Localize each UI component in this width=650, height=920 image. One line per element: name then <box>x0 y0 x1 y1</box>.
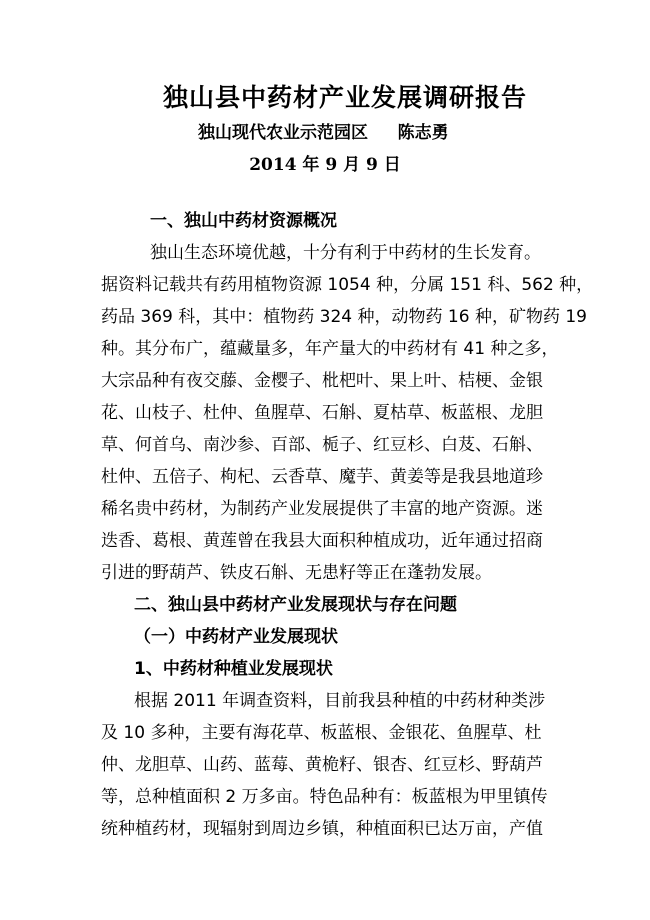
paragraph-line: 稀名贵中药材，为制药产业发展提供了丰富的地产资源。迷 <box>101 499 543 519</box>
paragraph-line: 大宗品种有夜交藤、金樱子、枇杷叶、果上叶、桔梗、金银 <box>101 371 543 391</box>
paragraph-line: 及 10 多种，主要有海花草、板蓝根、金银花、鱼腥草、杜 <box>101 723 542 743</box>
subsubsection-heading: 1、中药材种植业发展现状 <box>134 659 333 679</box>
subsection-heading: （一）中药材产业发展现状 <box>134 627 338 647</box>
paragraph-line: 杜仲、五倍子、枸杞、云香草、魔芋、黄姜等是我县地道珍 <box>101 467 543 487</box>
paragraph-line: 引进的野葫芦、铁皮石斛、无患籽等正在蓬勃发展。 <box>101 563 492 583</box>
paragraph-line: 草、何首乌、南沙参、百部、栀子、红豆杉、白芨、石斛、 <box>101 435 543 455</box>
author-line: 独山现代农业示范园区 陈志勇 <box>198 123 449 143</box>
document-title: 独山县中药材产业发展调研报告 <box>162 83 527 112</box>
section-heading: 一、独山中药材资源概况 <box>150 211 337 231</box>
document-date: 2014 年 9 月 9 日 <box>249 155 401 175</box>
paragraph-line: 仲、龙胆草、山药、蓝莓、黄桅籽、银杏、红豆杉、野葫芦 <box>101 755 543 775</box>
paragraph-line: 迭香、葛根、黄莲曾在我县大面积种植成功，近年通过招商 <box>101 531 543 551</box>
paragraph-line: 等，总种植面积 2 万多亩。特色品种有：板蓝根为甲里镇传 <box>101 787 548 807</box>
paragraph-line: 统种植药材，现辐射到周边乡镇，种植面积已达万亩，产值 <box>101 819 543 839</box>
section-heading: 二、独山县中药材产业发展现状与存在问题 <box>134 595 457 615</box>
paragraph-line: 花、山枝子、杜仲、鱼腥草、石斛、夏枯草、板蓝根、龙胆 <box>101 403 543 423</box>
paragraph-line: 种。其分布广，蕴藏量多，年产量大的中药材有 41 种之多， <box>101 339 559 359</box>
paragraph-line: 根据 2011 年调查资料，目前我县种植的中药材种类涉 <box>134 691 546 711</box>
paragraph-line: 独山生态环境优越，十分有利于中药材的生长发育。 <box>150 243 541 263</box>
paragraph-line: 药品 369 科，其中：植物药 324 种，动物药 16 种，矿物药 19 <box>101 307 587 327</box>
paragraph-line: 据资料记载共有药用植物资源 1054 种，分属 151 科、562 种， <box>101 275 594 295</box>
